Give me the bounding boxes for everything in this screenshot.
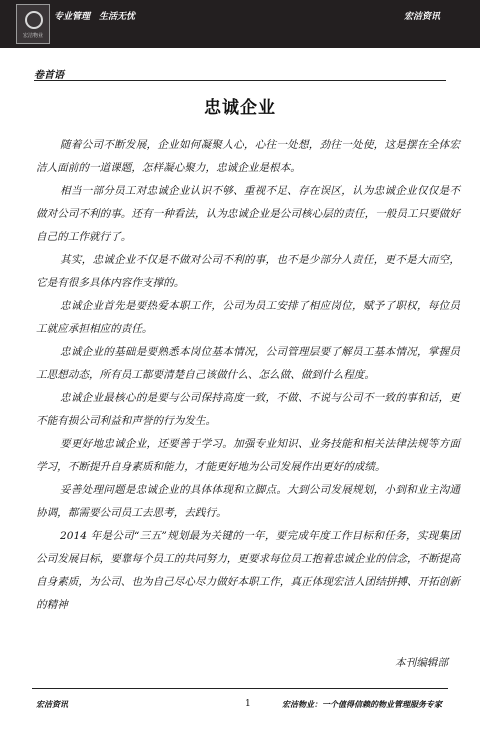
logo-text: 宏洁物业: [22, 33, 43, 39]
paragraph: 妥善处理问题是忠诚企业的具体体现和立脚点。大到公司发展规划，小到和业主沟通协调，都需要公司员工去思考，去践行。: [36, 484, 460, 519]
paragraph: 忠诚企业最核心的是要与公司保持高度一致，不做、不说与公司不一致的事和话，更不能有损公司利益和声誉的行为发生。: [36, 392, 460, 427]
top-divider: [34, 80, 446, 81]
section-label: 卷首语: [34, 70, 64, 81]
bottom-divider: [32, 688, 448, 689]
article-title: 忠诚企业: [204, 98, 276, 118]
company-logo: [16, 4, 50, 44]
paragraph: 要更好地忠诚企业，还要善于学习。加强专业知识、业务技能和相关法律法规等方面学习，不断提升自身素质和能力，才能更好地为公司发展作出更好的成绩。: [36, 438, 460, 473]
article-signature: 本刊编辑部: [395, 657, 448, 669]
header-slogan: 专业管理 生活无忧: [54, 12, 136, 22]
paragraph: 忠诚企业首先是要热爱本职工作，公司为员工安排了相应岗位，赋予了职权，每位员工就应承担相应的责任。: [36, 300, 460, 335]
paragraph: 其实，忠诚企业不仅是不做对公司不利的事，也不是少部分人责任，更不是大而空，它是有很多具体内容作支撑的。: [36, 254, 460, 289]
paragraph: 2014 年是公司“三五”规划最为关键的一年，要完成年度工作目标和任务，实现集团公司发展目标，要靠每个员工的共同努力，更要求每位员工抱着忠诚企业的信念，不断提高自身素质，为公司、也为自己尽心尽力做好本职工作，真正体现宏洁人团结拼搏、开拓创新的精神: [36, 530, 460, 611]
paragraph: 随着公司不断发展，企业如何凝聚人心，心往一处想，劲往一处使，这是摆在全体宏洁人面前的一道课题，怎样凝心聚力，忠诚企业是根本。: [36, 139, 460, 174]
article-body: [36, 134, 460, 617]
header-title: 宏洁资讯: [403, 12, 440, 22]
header-bar: [0, 0, 480, 48]
paragraph: 相当一部分员工对忠诚企业认识不够、重视不足、存在误区，认为忠诚企业仅仅是不做对公司不利的事。还有一种看法，认为忠诚企业是公司核心层的责任，一般员工只要做好自己的工作就行了。: [36, 185, 460, 243]
paragraph: 忠诚企业的基础是要熟悉本岗位基本情况，公司管理层要了解员工基本情况，掌握员工思想动态，所有员工都要清楚自己该做什么、怎么做、做到什么程度。: [36, 346, 460, 381]
page-number: 1: [245, 699, 251, 709]
footer-tagline: 宏洁物业：一个值得信赖的物业管理服务专家: [282, 699, 442, 709]
footer-publication: 宏洁资讯: [36, 699, 68, 709]
logo-icon: [25, 11, 43, 29]
